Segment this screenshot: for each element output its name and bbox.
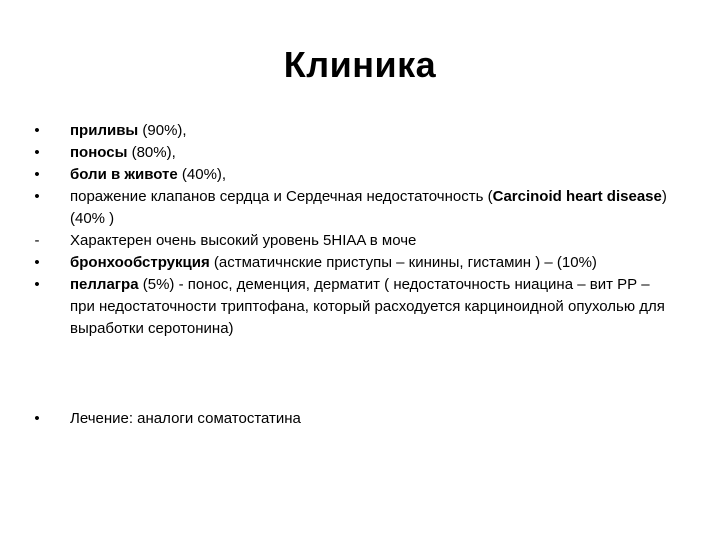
list-spacer	[0, 340, 720, 408]
slide-title: Клиника	[283, 44, 437, 85]
item-term: боли в животе	[70, 166, 178, 183]
item-text: (80%),	[127, 144, 176, 161]
item-text: (5%) - понос, деменция, дерматит ( недостаточность ниацина – вит РР – при недостаточности триптофана, который расходуется карциноидной опухолью для выработки серотонина)	[70, 276, 665, 337]
item-term: приливы	[70, 122, 139, 139]
item-term: поносы	[70, 144, 128, 161]
bullet-icon: •	[34, 276, 40, 293]
bullet-icon: •	[34, 122, 40, 139]
symptom-list	[0, 120, 720, 430]
list-item-treatment	[0, 408, 720, 430]
bullet-icon: •	[34, 166, 40, 183]
item-term: бронхообструкция	[70, 254, 210, 271]
list-item-5hiaa	[0, 230, 720, 252]
item-text: ) (40% )	[70, 188, 667, 227]
bullet-icon: •	[34, 188, 40, 205]
item-term: Carcinoid heart disease	[492, 188, 662, 205]
item-term: пеллагра	[70, 276, 139, 293]
item-text: (90%),	[138, 122, 187, 139]
list-item-abdominal-pain	[0, 164, 720, 186]
list-item-flushes	[0, 120, 720, 142]
item-text: (астматичнские приступы – кинины, гистамин ) – (10%)	[209, 254, 597, 271]
item-text: Характерен очень высокий уровень 5HIAA в моче	[70, 232, 417, 249]
item-text: Лечение: аналоги соматостатина	[70, 410, 301, 427]
list-item-bronchoconstriction	[0, 252, 720, 274]
item-text: (40%),	[177, 166, 227, 183]
bullet-icon: •	[34, 410, 40, 427]
bullet-icon: •	[34, 144, 40, 161]
list-item-pellagra	[0, 274, 720, 340]
item-text: поражение клапанов сердца и Сердечная недостаточность (	[70, 188, 493, 205]
list-item-heart-disease	[0, 186, 720, 230]
list-item-diarrhea	[0, 142, 720, 164]
dash-icon: -	[34, 232, 40, 249]
bullet-icon: •	[34, 254, 40, 271]
